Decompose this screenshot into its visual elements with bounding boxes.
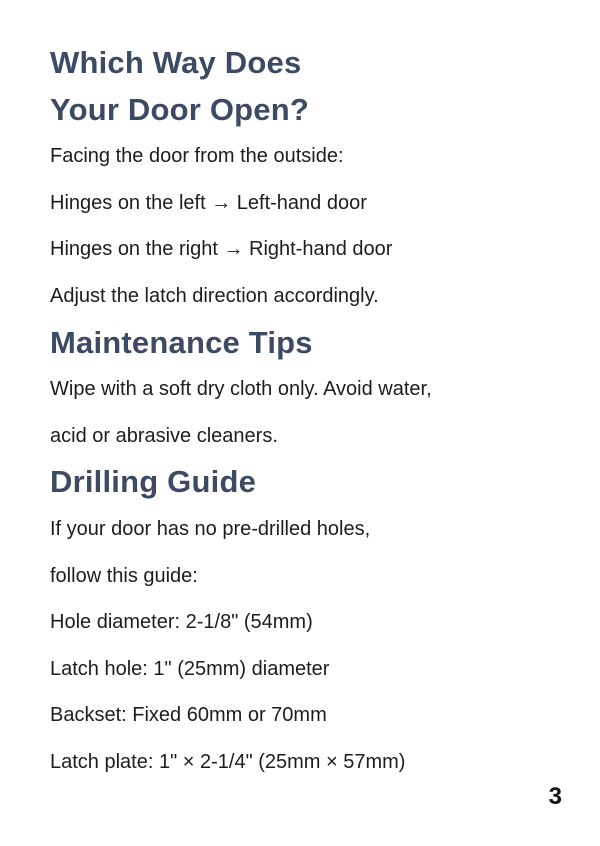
paragraph-line: Hinges on the right → Right-hand door bbox=[50, 238, 393, 261]
section-heading-line: Your Door Open? bbox=[50, 91, 310, 127]
paragraph-line: Adjust the latch direction accordingly. bbox=[50, 284, 379, 307]
section-heading-line: Drilling Guide bbox=[50, 464, 257, 500]
section-heading-line: Maintenance Tips bbox=[50, 324, 313, 360]
page-number: 3 bbox=[548, 782, 562, 810]
section-heading-line: Which Way Does bbox=[50, 45, 302, 80]
section-maintenance-tips bbox=[50, 320, 564, 460]
paragraph-line: Hinges on the left → Left-hand door bbox=[50, 191, 367, 214]
paragraph-line: Latch hole: 1" (25mm) diameter bbox=[50, 657, 330, 680]
section-drilling-guide bbox=[50, 459, 564, 785]
paragraph-line: Wipe with a soft dry cloth only. Avoid water, bbox=[50, 378, 432, 401]
section-door-direction bbox=[50, 40, 564, 320]
paragraph-line: follow this guide: bbox=[50, 564, 198, 587]
paragraph-line: If your door has no pre-drilled holes, bbox=[50, 517, 371, 540]
paragraph-line: acid or abrasive cleaners. bbox=[50, 424, 278, 447]
paragraph-line: Facing the door from the outside: bbox=[50, 145, 344, 168]
paragraph-line: Latch plate: 1" × 2-1/4" (25mm × 57mm) bbox=[50, 750, 406, 773]
paragraph-line: Hole diameter: 2-1/8" (54mm) bbox=[50, 611, 313, 634]
paragraph-line: Backset: Fixed 60mm or 70mm bbox=[50, 704, 327, 727]
